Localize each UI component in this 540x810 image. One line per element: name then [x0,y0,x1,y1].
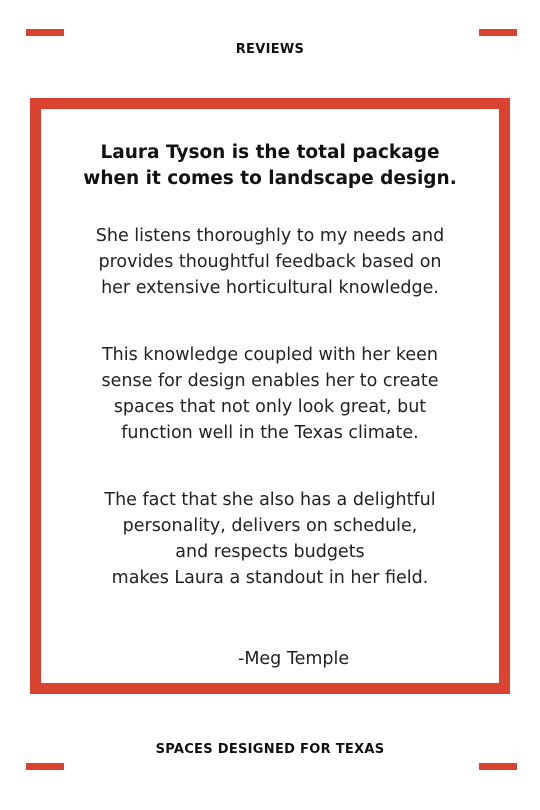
review-author: -Meg Temple [238,649,350,669]
review-line: personality, delivers on schedule, [122,516,418,536]
review-line: spaces that not only look great, but [113,397,427,417]
accent-bar-top-right [479,29,517,36]
review-line: The fact that she also has a delightful [104,490,436,510]
footer-tagline: SPACES DESIGNED FOR TEXAS [155,742,385,757]
headline-line: when it comes to landscape design. [83,168,457,189]
review-line: her extensive horticultural knowledge. [101,278,439,298]
review-paragraph-3 [41,487,499,591]
review-line: function well in the Texas climate. [121,423,419,443]
section-title: REVIEWS [235,42,305,57]
review-line: makes Laura a standout in her field. [111,568,429,588]
review-line: This knowledge coupled with her keen [101,345,438,365]
headline-line: Laura Tyson is the total package [100,142,440,163]
review-frame [30,98,510,694]
review-line: provides thoughtful feedback based on [98,252,442,272]
accent-bar-bottom-left [26,763,64,770]
review-paragraph-2 [41,342,499,446]
accent-bar-bottom-right [479,763,517,770]
review-line: She listens thoroughly to my needs and [95,226,445,246]
review-line: and respects budgets [175,542,365,562]
review-paragraph-1 [41,223,499,301]
accent-bar-top-left [26,29,64,36]
review-headline [41,140,499,192]
review-line: sense for design enables her to create [101,371,439,391]
